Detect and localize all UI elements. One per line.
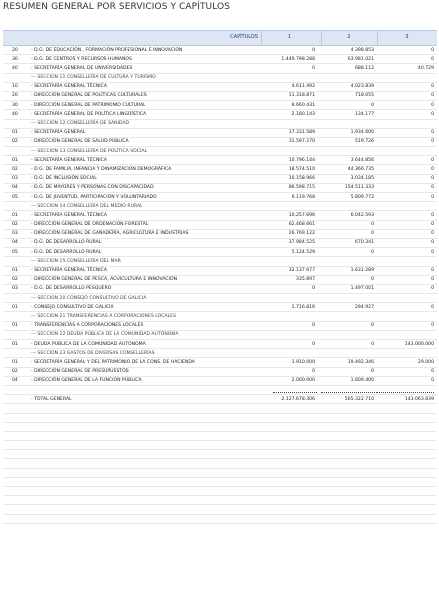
row-code: 05 — [12, 249, 18, 255]
row-description: - SECRETARÍA GENERAL DE POLÍTICA LINGÜÍSTICA — [31, 111, 147, 117]
row-value-col-2: 0 — [371, 369, 374, 375]
table-row — [3, 156, 437, 165]
header-col-2: 2 — [347, 34, 351, 40]
row-value-col-2: 4.398.853 — [350, 47, 374, 53]
row-value-col-1: 10.796.144 — [288, 157, 315, 163]
header-col-1: 1 — [287, 34, 292, 40]
table-row — [3, 64, 437, 73]
row-value-col-2: 19.492.346 — [347, 359, 374, 365]
row-value-col-1: 37.984.525 — [288, 240, 315, 246]
row-value-col-1: 31.597.270 — [288, 139, 315, 145]
table-row — [3, 92, 437, 101]
row-value-col-3: 0 — [431, 84, 434, 90]
table-header — [3, 30, 437, 46]
total-separator-row — [3, 386, 437, 395]
row-description: - DIRECCIÓN GENERAL DE PESCA, ACUICULTURA E INNOVACIÓN — [31, 277, 178, 283]
row-value-col-2: 688.112 — [355, 65, 374, 71]
row-description: - DIRECCIÓN GENERAL DE POLÍTICAS CULTURALES — [31, 93, 147, 99]
row-value-col-3: 40.729 — [417, 65, 434, 71]
row-description: - TRANSFERENCIAS A CORPORACIONES LOCALES — [31, 323, 144, 329]
row-value-col-3: 0 — [431, 139, 434, 145]
row-value-col-2: 1.497.001 — [350, 286, 374, 292]
row-value-col-3: 29.000 — [417, 359, 434, 365]
empty-row — [3, 459, 437, 468]
row-code: 01 — [12, 323, 18, 329]
table-row — [3, 138, 437, 147]
row-value-col-2: 670.341 — [355, 240, 374, 246]
row-value-col-1: 0 — [312, 47, 315, 53]
row-value-col-1: 32.137.677 — [288, 268, 315, 273]
row-code: 30 — [12, 56, 18, 62]
row-value-col-3: 0 — [431, 378, 434, 384]
row-code: 02 — [12, 222, 18, 228]
row-code: 04 — [12, 240, 18, 246]
row-description: - D.G. DE JUVENTUD, PARTICIPACIÓN Y VOLUNTARIADO — [31, 194, 157, 200]
row-description: - DIRECCIÓN GENERAL DE ORDENACIÓN FORESTAL — [31, 222, 149, 228]
empty-row — [3, 505, 437, 514]
row-value-col-3: 0 — [431, 47, 434, 53]
row-value-col-2: 3.034.185 — [350, 176, 374, 182]
page-title: RESUMEN GENERAL POR SERVICIOS Y CAPÍTULOS — [3, 2, 231, 12]
row-value-col-3: 0 — [431, 304, 434, 310]
row-value-col-3: 0 — [431, 56, 434, 62]
table-row — [3, 55, 437, 64]
row-value-col-2: 4.023.839 — [350, 84, 374, 90]
empty-row — [3, 432, 437, 441]
row-code: 03 — [12, 176, 18, 182]
row-value-col-3: 0 — [431, 194, 434, 200]
row-description: - D.G. DE EDUCACIÓN , FORMACIÓN PROFESIONAL E INNOVACIÓN — [31, 47, 183, 53]
row-value-col-2: 1.934.600 — [350, 130, 374, 136]
table-row — [3, 248, 437, 257]
row-description: - D.G. DE MAYORES Y PERSONAS CON DISCAPACIDAD — [31, 185, 154, 191]
row-value-col-2: 1.609.400 — [350, 378, 374, 384]
row-value-col-3: 0 — [431, 212, 434, 218]
table-row — [3, 202, 437, 211]
row-value-col-2: 0 — [371, 102, 374, 108]
row-description: - D.G. DE FAMILIA, INFANCIA Y DINAMIZACIÓN DEMOGRÁFICA — [31, 166, 172, 172]
row-value-col-3: 0 — [431, 369, 434, 375]
table-row — [3, 294, 437, 303]
empty-row — [3, 423, 437, 432]
row-code: 05 — [12, 194, 18, 200]
empty-row — [3, 404, 437, 413]
row-value-col-1: 18.574.510 — [288, 166, 315, 172]
row-value-col-3: 0 — [431, 240, 434, 246]
row-value-col-1: 6.119.768 — [291, 194, 315, 200]
table-row — [3, 74, 437, 83]
row-description: - D.G. DE DESARROLLO RURAL — [31, 249, 102, 255]
row-value-col-3: 0 — [431, 231, 434, 237]
table-row — [3, 120, 437, 129]
row-code: 02 — [12, 277, 18, 283]
table-row — [3, 331, 437, 340]
row-value-col-2: 294.927 — [355, 304, 374, 310]
row-description: - D.G. DE CENTROS Y RECURSOS HUMANOS — [31, 56, 132, 62]
row-value-col-2: 44.366.735 — [347, 166, 374, 172]
empty-row — [3, 478, 437, 487]
total-row — [3, 395, 437, 404]
row-description: - SECRETARÍA GENERAL Y DEL PATRIMONIO DE LA CONS. DE HACIENDA — [31, 359, 195, 365]
row-value-col-1: 0 — [312, 286, 315, 292]
table-row — [3, 221, 437, 230]
empty-row — [3, 441, 437, 450]
section-heading: --- SECCION 23 GASTOS DE DIVERSAS CONSELLERÍAS — [31, 350, 155, 356]
row-value-col-1: 5.124.529 — [291, 249, 315, 255]
row-description: - SECRETARÍA GENERAL TÉCNICA — [31, 212, 108, 218]
row-value-col-3: 0 — [431, 130, 434, 136]
row-value-col-2: 63.981.021 — [347, 56, 374, 62]
table-row — [3, 285, 437, 294]
row-value-col-3: 0 — [431, 157, 434, 163]
row-value-col-1: 2.000.000 — [291, 378, 315, 384]
row-description: - DIRECCIÓN GENERAL DE GANADERÍA, AGRICULTURA E INDUSTRIAS — [31, 231, 189, 237]
row-code: 04 — [12, 378, 18, 384]
table-row — [3, 349, 437, 358]
row-value-col-3: 0 — [431, 102, 434, 108]
row-code: 03 — [12, 286, 18, 292]
row-value-col-1: 0 — [312, 323, 315, 329]
row-value-col-3: 143.000.000 — [404, 341, 434, 347]
empty-row — [3, 414, 437, 423]
row-description: - DIRECCIÓN GENERAL DE PRESUPUESTOS — [31, 369, 129, 375]
empty-row — [3, 450, 437, 459]
table-row — [3, 83, 437, 92]
row-value-col-1: 0 — [312, 65, 315, 71]
header-col-3: 3 — [405, 34, 409, 40]
table-row — [3, 129, 437, 138]
row-code: 40 — [12, 111, 18, 117]
row-value-col-1: 0 — [312, 341, 315, 347]
row-code: 10 — [12, 84, 18, 90]
section-heading: --- SECCION 15 CONSELLERÍA DEL MAR — [31, 258, 121, 264]
row-value-col-2: 0 — [371, 222, 374, 228]
row-code: 01 — [12, 359, 18, 365]
row-description: - DIRECCIÓN GENERAL DE PATRIMONIO CULTURAL — [31, 102, 146, 108]
header-chapters-label: CAPÍTULOS — [230, 34, 258, 40]
row-value-col-1: 62.468.661 — [288, 222, 315, 228]
row-code: 20 — [12, 93, 18, 99]
row-code: 01 — [12, 212, 18, 218]
row-description: - D.G. DE DESARROLLO PESQUERO — [31, 286, 112, 292]
total-separator-line — [377, 392, 434, 393]
row-value-col-3: 0 — [431, 185, 434, 191]
row-value-col-2: 6.042.593 — [350, 212, 374, 218]
table-row — [3, 147, 437, 156]
empty-row — [3, 496, 437, 505]
row-code: 02 — [12, 166, 18, 172]
row-description: - SECRETARÍA GENERAL TÉCNICA — [31, 268, 108, 273]
row-value-col-2: 154.511.333 — [344, 185, 374, 191]
row-description: - DIRECCIÓN GENERAL DE SALUD PÚBLICA — [31, 139, 129, 145]
table-row — [3, 101, 437, 110]
row-description: - D.G. DE DESARROLLO RURAL — [31, 240, 102, 246]
row-code: 01 — [12, 341, 18, 347]
table-row — [3, 377, 437, 386]
table-row — [3, 193, 437, 202]
row-value-col-2: 718.055 — [355, 93, 374, 99]
table-row — [3, 368, 437, 377]
row-value-col-2: 1.631.289 — [350, 268, 374, 273]
table-row — [3, 46, 437, 55]
row-value-col-3: 0 — [431, 249, 434, 255]
row-description: - SECRETARÍA GENERAL — [31, 130, 86, 136]
row-description: - DIRECCIÓN GENERAL DE LA FUNCIÓN PÚBLICA — [31, 378, 142, 384]
row-code: 04 — [12, 185, 18, 191]
row-description: - SECRETARÍA GENERAL DE UNIVERSIDADES — [31, 65, 133, 71]
row-value-col-3: 0 — [431, 268, 434, 273]
table-row — [3, 322, 437, 331]
row-value-col-2: 0 — [371, 323, 374, 329]
table-row — [3, 257, 437, 266]
row-value-col-3: 0 — [431, 323, 434, 329]
total-separator-line — [273, 392, 317, 393]
table-body — [3, 46, 437, 524]
row-code: 02 — [12, 369, 18, 375]
row-value-col-1: 8.660.431 — [291, 102, 315, 108]
table-row — [3, 110, 437, 119]
row-description: - DEUDA PÚBLICA DE LA COMUNIDAD AUTÓNOMA — [31, 341, 146, 347]
summary-table — [3, 30, 437, 524]
table-row — [3, 303, 437, 312]
row-value-col-1: 11.318.871 — [288, 93, 315, 99]
table-row — [3, 175, 437, 184]
section-heading: --- SECCION 11 CONSELLERÍA DE CULTURA Y TURISMO — [31, 75, 156, 81]
row-value-col-3: 0 — [431, 176, 434, 182]
row-value-col-3: 143.063.839 — [404, 396, 434, 402]
row-description: - SECRETARÍA GENERAL TÉCNICA — [31, 84, 108, 90]
empty-row — [3, 515, 437, 524]
table-row — [3, 165, 437, 174]
row-code: 20 — [12, 47, 18, 53]
row-description: - D.G. DE INCLUSIÓN SOCIAL — [31, 176, 97, 182]
row-value-col-1: 1.910.000 — [291, 359, 315, 365]
empty-row — [3, 487, 437, 496]
row-value-col-2: 0 — [371, 231, 374, 237]
section-heading: --- SECCION 14 CONSELLERÍA DEL MEDIO RURAL — [31, 203, 143, 209]
row-description: - SECRETARÍA GENERAL TÉCNICA — [31, 157, 108, 163]
row-code: 01 — [12, 130, 18, 136]
row-value-col-3: 0 — [431, 286, 434, 292]
row-value-col-3: 0 — [431, 111, 434, 117]
table-row — [3, 340, 437, 349]
row-value-col-2: 3.644.856 — [350, 157, 374, 163]
row-code: 02 — [12, 139, 18, 145]
row-value-col-2: 519.726 — [355, 139, 374, 145]
row-value-col-1: 2.180.143 — [291, 111, 315, 117]
section-heading: --- SECCION 22 DEUDA PÚBLICA DE LA COMUNIDAD AUTÓNOMA — [31, 332, 179, 338]
row-value-col-1: 2.127.678.306 — [281, 396, 315, 402]
table-row — [3, 276, 437, 285]
row-value-col-2: 5.809.772 — [350, 194, 374, 200]
row-value-col-1: 335.897 — [296, 277, 315, 283]
row-value-col-3: 0 — [431, 222, 434, 228]
row-code: 01 — [12, 268, 18, 273]
row-code: 01 — [12, 157, 18, 163]
row-value-col-1: 1.716.816 — [291, 304, 315, 310]
section-heading: --- SECCION 20 CONSEJO CONSULTIVO DE GALICIA — [31, 295, 147, 301]
row-code: 40 — [12, 65, 18, 71]
row-value-col-3: 0 — [431, 93, 434, 99]
row-value-col-1: 10.158.966 — [288, 176, 315, 182]
row-value-col-3: 0 — [431, 277, 434, 283]
row-value-col-1: 86.598.715 — [288, 185, 315, 191]
row-code: 30 — [12, 102, 18, 108]
row-description: - TOTAL GENERAL — [31, 396, 72, 402]
row-value-col-1: 0 — [312, 369, 315, 375]
table-row — [3, 211, 437, 220]
row-value-col-2: 134.177 — [355, 111, 374, 117]
section-heading: --- SECCION 21 TRANSFERENCIAS A CORPORACIONES LOCALES — [31, 313, 177, 319]
row-code: 01 — [12, 304, 18, 310]
table-row — [3, 312, 437, 321]
row-value-col-1: 10.257.696 — [288, 212, 315, 218]
empty-row — [3, 469, 437, 478]
section-heading: --- SECCION 13 CONSELLERÍA DE POLÍTICA SOCIAL — [31, 148, 148, 154]
table-row — [3, 184, 437, 193]
row-value-col-1: 4.611.492 — [291, 84, 315, 90]
row-code: 03 — [12, 231, 18, 237]
row-value-col-3: 0 — [431, 166, 434, 172]
section-heading: --- SECCION 12 CONSELLERÍA DE SANIDAD — [31, 121, 130, 126]
table-row — [3, 230, 437, 239]
row-value-col-1: 26.769.122 — [288, 231, 315, 237]
table-row — [3, 239, 437, 248]
row-value-col-1: 1.449.798.288 — [281, 56, 315, 62]
row-value-col-2: 0 — [371, 249, 374, 255]
row-value-col-1: 17.331.589 — [288, 130, 315, 136]
table-row — [3, 267, 437, 276]
row-value-col-2: 0 — [371, 277, 374, 283]
row-description: - CONSEJO CONSULTIVO DE GALICIA — [31, 304, 114, 310]
table-row — [3, 358, 437, 367]
row-value-col-2: 0 — [371, 341, 374, 347]
total-separator-line — [321, 392, 377, 393]
row-value-col-2: 565.322.710 — [344, 396, 374, 402]
